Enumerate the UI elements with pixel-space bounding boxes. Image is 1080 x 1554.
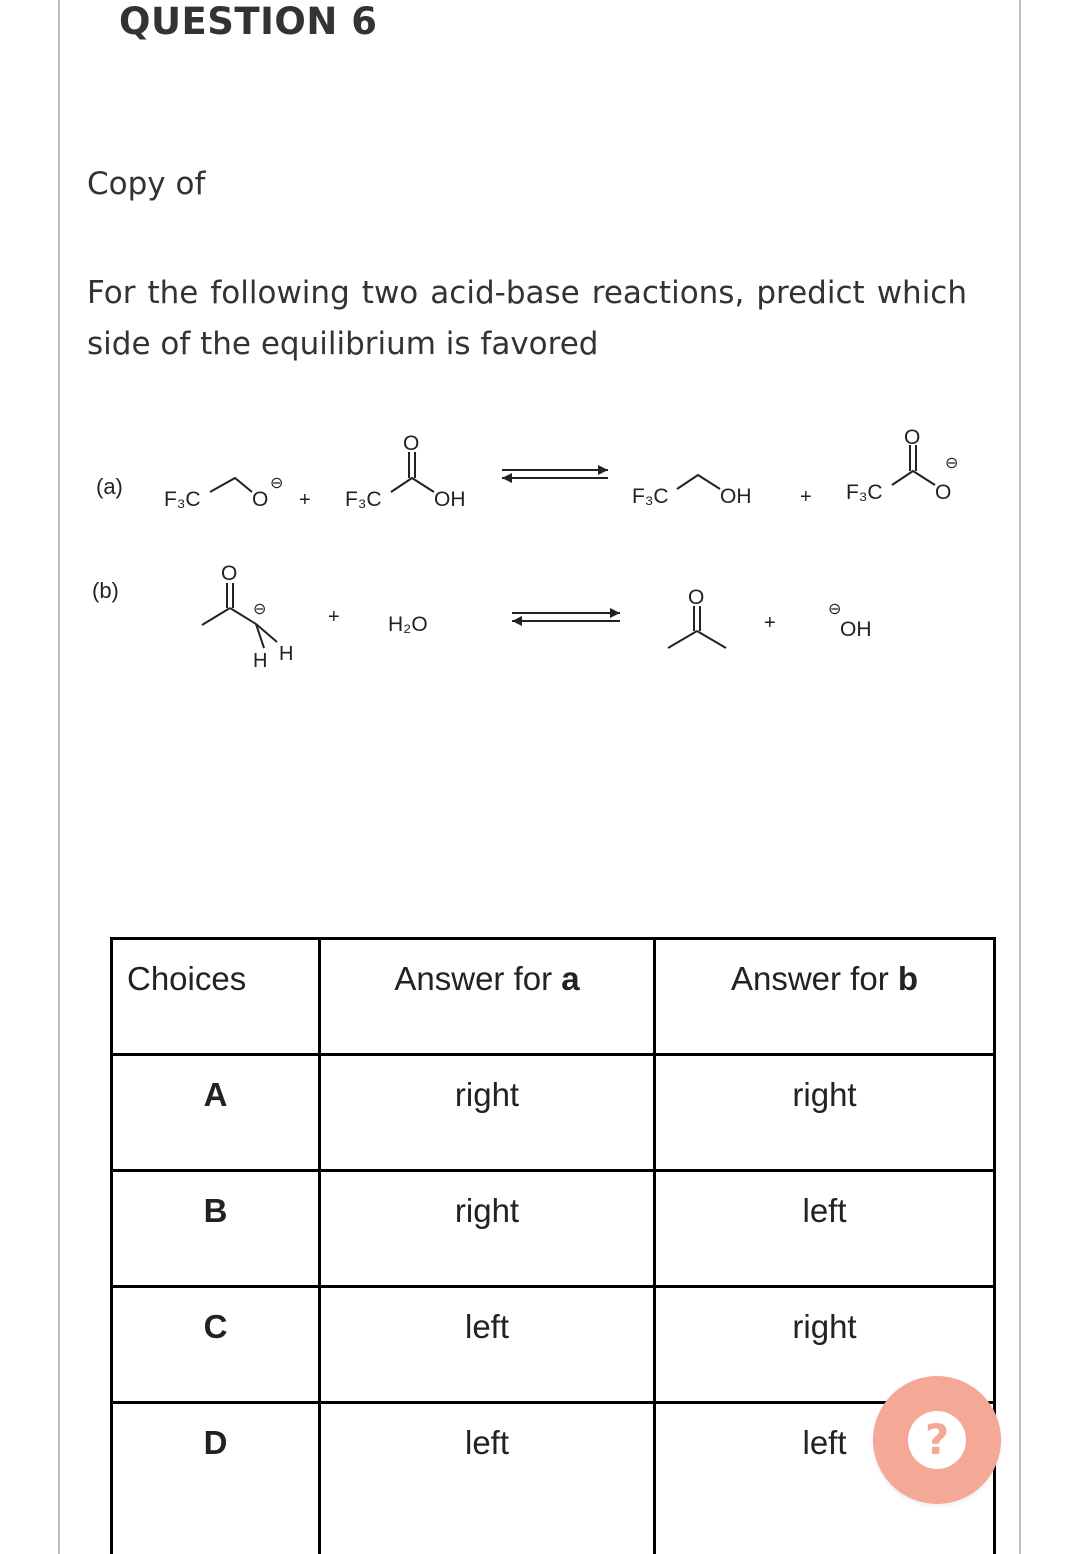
reaction-a-plus-2: + — [800, 486, 812, 508]
question-mark-icon: ? — [908, 1411, 966, 1469]
choices-table — [110, 937, 996, 1554]
question-title: QUESTION 6 — [119, 0, 378, 43]
header-answer-b-letter: b — [897, 960, 919, 997]
header-answer-b-prefix: Answer for — [730, 960, 898, 997]
reaction-a-p2-f3c: F₃C — [846, 481, 883, 504]
header-answer-b — [655, 939, 995, 1055]
choice-letter: A — [112, 1055, 320, 1171]
reaction-b-p1-bond-right — [697, 631, 726, 648]
reaction-b-reverse-arrowhead — [512, 616, 522, 626]
reaction-b-r1-methyl-bond — [202, 608, 230, 625]
reaction-b-forward-arrowhead — [610, 608, 620, 618]
reaction-b-p1-bond-left — [668, 631, 697, 648]
reaction-a-p2-oxygen: O — [935, 481, 952, 504]
choice-letter: C — [112, 1287, 320, 1403]
reaction-b-r1-hydrogen-2: H — [279, 643, 294, 665]
answer-a-cell: left — [320, 1403, 655, 1554]
reaction-b-water: H₂O — [388, 613, 428, 636]
reaction-b-label: (b) — [92, 578, 119, 603]
answer-b-cell: left — [655, 1171, 995, 1287]
reaction-a-r1-oxygen: O — [252, 488, 269, 511]
reaction-a-p2-charge: ⊖ — [945, 455, 959, 472]
reaction-a-r1-bonds — [210, 478, 252, 492]
table-row — [112, 1055, 995, 1171]
reaction-a-label: (a) — [96, 474, 123, 499]
reaction-a-r2-bonds — [391, 478, 434, 492]
reaction-diagram — [80, 420, 980, 690]
reaction-a-r2-carbonyl-oxygen: O — [403, 432, 420, 455]
table-row — [112, 1287, 995, 1403]
table-row — [112, 1171, 995, 1287]
reaction-b-r1-charge: ⊖ — [253, 601, 267, 618]
header-choices: Choices — [112, 939, 320, 1055]
answer-a-cell: left — [320, 1287, 655, 1403]
reaction-b-r1-carbonyl-oxygen: O — [221, 562, 238, 585]
reaction-a-reverse-arrowhead — [502, 473, 512, 483]
answer-a-cell: right — [320, 1171, 655, 1287]
answer-a-cell: right — [320, 1055, 655, 1171]
header-answer-a-prefix: Answer for — [394, 960, 562, 997]
reaction-a-r2-f3c: F₃C — [345, 488, 382, 511]
reaction-a-r2-hydroxyl: OH — [434, 488, 466, 511]
reaction-b-plus-1: + — [328, 606, 340, 628]
reaction-a-r1-f3c: F₃C — [164, 488, 201, 511]
header-answer-a — [320, 939, 655, 1055]
reaction-a-p1-hydroxyl: OH — [720, 485, 752, 508]
question-prompt: For the following two acid-base reactions, predict which side of the equilibrium is favored — [87, 275, 967, 362]
answer-b-cell: right — [655, 1055, 995, 1171]
reaction-a-r1-charge: ⊖ — [270, 475, 284, 492]
reaction-a-p2-bonds — [892, 471, 935, 485]
table-header-row — [112, 939, 995, 1055]
reaction-b-r1-hydrogen-1: H — [253, 650, 268, 672]
reaction-a-p1-bonds — [677, 475, 720, 489]
reaction-b-p2-hydroxide: OH — [840, 618, 872, 641]
reaction-b-p2-charge: ⊖ — [828, 601, 842, 618]
reaction-a-p1-f3c: F₃C — [632, 485, 669, 508]
answer-b-cell: left — [655, 1403, 995, 1554]
choice-letter: B — [112, 1171, 320, 1287]
reaction-b-p1-carbonyl-oxygen: O — [688, 586, 705, 609]
question-subtitle: Copy of — [87, 166, 206, 202]
reaction-a-p2-carbonyl-oxygen: O — [904, 426, 921, 449]
reaction-scheme — [80, 420, 980, 690]
choice-letter: D — [112, 1403, 320, 1554]
header-answer-a-letter: a — [561, 960, 580, 997]
answer-b-cell: right — [655, 1287, 995, 1403]
table-row — [112, 1403, 995, 1554]
help-button[interactable] — [873, 1376, 1001, 1504]
reaction-a-forward-arrowhead — [598, 465, 608, 475]
reaction-b-plus-2: + — [764, 612, 776, 634]
reaction-a-plus-1: + — [299, 489, 311, 511]
